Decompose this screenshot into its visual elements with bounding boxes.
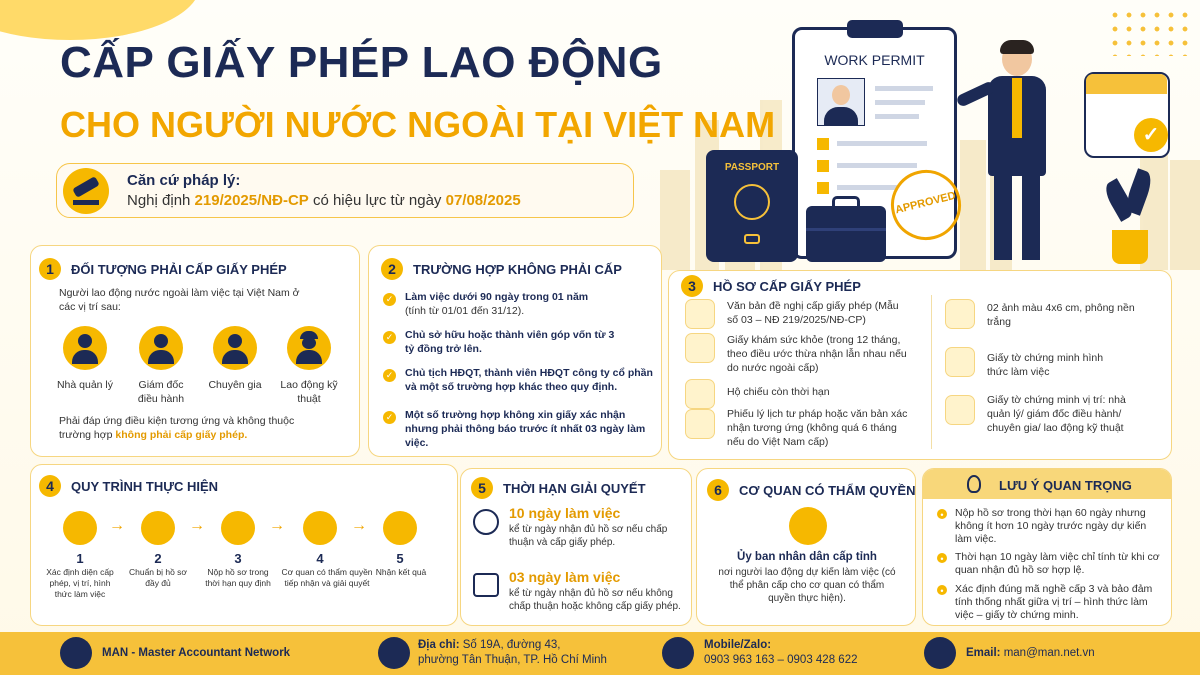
step-number: 3 xyxy=(234,551,242,566)
clock-icon xyxy=(473,509,499,535)
handshake-icon xyxy=(945,347,975,377)
section-1-intro: Người lao động nước ngoài làm việc tại Việt Nam ở các vị trí sau: xyxy=(59,287,300,313)
passport-icon xyxy=(685,379,715,409)
step-text: Chuẩn bị hồ sơ đầy đủ xyxy=(128,567,188,588)
section-title: HỒ SƠ CẤP GIẤY PHÉP xyxy=(713,279,861,294)
check-bullet-icon: ✓ xyxy=(383,411,396,424)
avatar-photo xyxy=(817,78,865,126)
section-1-card xyxy=(30,245,360,457)
government-building-icon xyxy=(303,511,337,545)
legal-label: Căn cứ pháp lý: xyxy=(127,172,241,189)
footer-address: Địa chỉ: Số 19A, đường 43, phường Tân Thuận, TP. Hồ Chí Minh xyxy=(418,639,607,666)
scales-icon xyxy=(685,409,715,439)
notes-title: LƯU Ý QUAN TRỌNG xyxy=(999,478,1132,493)
section-title: ĐỐI TƯỢNG PHẢI CẤP GIẤY PHÉP xyxy=(71,262,287,277)
bullet-icon: • xyxy=(937,509,947,519)
step-text: Nộp hồ sơ trong thời hạn quy định xyxy=(205,567,271,588)
passport-illustration: PASSPORT xyxy=(706,150,798,262)
step-number: 1 xyxy=(76,551,84,566)
deadline-approve-text: kể từ ngày nhận đủ hồ sơ nếu chấp thuận và cấp giấy phép. xyxy=(509,524,668,548)
step-text: Xác định diện cấp phép, vị trí, hình thức làm việc xyxy=(46,567,114,599)
footer-brand: MAN - Master Accountant Network xyxy=(102,647,291,659)
important-notes-card xyxy=(922,468,1172,626)
arrow-right-icon: → xyxy=(189,517,205,534)
exemption-item: Một số trường hợp không xin giấy xác nhận nhưng phải thông báo trước ít nhất 03 ngày làm việc. xyxy=(405,409,646,449)
government-building-icon xyxy=(789,507,827,545)
legal-basis-box xyxy=(56,163,634,218)
note-item: Nộp hồ sơ trong thời hạn 60 ngày nhưng không ít hơn 10 ngày trước ngày dự kiến làm việc. xyxy=(955,507,1147,545)
section-title: CƠ QUAN CÓ THẨM QUYỀN xyxy=(739,483,916,498)
deadline-reject-text: kể từ ngày nhận đủ hồ sơ nếu không chấp thuận hoặc không cấp giấy phép. xyxy=(509,588,681,612)
footer-email[interactable]: Email: man@man.net.vn xyxy=(966,647,1095,659)
role-label: Nhà quản lý xyxy=(56,379,114,391)
main-title: CẤP GIẤY PHÉP LAO ĐỘNG xyxy=(60,38,663,87)
dossier-item: Hộ chiếu còn thời hạn xyxy=(727,386,830,398)
gavel-icon xyxy=(63,168,109,214)
calendar-icon xyxy=(473,573,499,597)
authority-name: Ủy ban nhân dân cấp tỉnh xyxy=(737,551,877,563)
paper-plane-icon xyxy=(221,511,255,545)
role-label: Chuyên gia xyxy=(208,379,262,391)
section-number: 1 xyxy=(39,258,61,280)
check-circle-icon: ✓ xyxy=(1134,118,1168,152)
expert-icon xyxy=(213,326,257,370)
check-bullet-icon: ✓ xyxy=(383,331,396,344)
section-1-note: Phải đáp ứng điều kiện tương ứng và không thuộc trường hợp không phải cấp giấy phép. xyxy=(59,415,295,441)
corner-blob-top-left xyxy=(0,0,200,40)
section-5-card xyxy=(460,468,692,626)
exemption-item: Chủ tịch HĐQT, thành viên HĐQT công ty cổ phần và một số trường hợp khác theo quy định. xyxy=(405,367,653,393)
dot-grid-decoration xyxy=(1108,8,1188,56)
section-3-card xyxy=(668,270,1172,460)
location-pin-icon xyxy=(378,637,410,669)
role-label: Giám đốc điều hành xyxy=(137,379,185,405)
document-check-icon xyxy=(383,511,417,545)
dossier-item: Văn bản đề nghị cấp giấy phép (Mẫu số 03 – NĐ 219/2025/NĐ-CP) xyxy=(727,300,899,326)
section-number: 3 xyxy=(681,275,703,297)
technician-icon xyxy=(287,326,331,370)
photo-icon xyxy=(945,299,975,329)
globe-icon xyxy=(734,184,770,220)
dossier-item: 02 ảnh màu 4x6 cm, phông nền trắng xyxy=(987,302,1135,328)
section-number: 5 xyxy=(471,477,493,499)
deadline-approve-title: 10 ngày làm việc xyxy=(509,505,621,521)
step-number: 2 xyxy=(154,551,162,566)
plant-illustration xyxy=(1100,170,1160,265)
exemption-item: Chủ sở hữu hoặc thành viên góp vốn từ 3 tỷ đồng trở lên. xyxy=(405,329,615,355)
dossier-item: Giấy tờ chứng minh hình thức làm việc xyxy=(987,352,1104,378)
dossier-item: Phiếu lý lịch tư pháp hoặc văn bản xác nhận tương ứng (không quá 6 tháng nếu do Việt Nam cấp) xyxy=(727,408,908,448)
arrow-right-icon: → xyxy=(109,517,125,534)
bullet-icon: • xyxy=(937,585,947,595)
step-number: 5 xyxy=(396,551,404,566)
folder-icon xyxy=(141,511,175,545)
section-title: TRƯỜNG HỢP KHÔNG PHẢI CẤP xyxy=(413,262,622,277)
arrow-right-icon: → xyxy=(351,517,367,534)
section-title: THỜI HẠN GIẢI QUYẾT xyxy=(503,481,646,496)
check-bullet-icon: ✓ xyxy=(383,293,396,306)
checklist-icon xyxy=(63,511,97,545)
stethoscope-icon xyxy=(685,333,715,363)
bullet-icon: • xyxy=(937,553,947,563)
dossier-item: Giấy tờ chứng minh vị trí: nhà quản lý/ giám đốc điều hành/ chuyên gia/ lao động kỹ thuật xyxy=(987,394,1126,434)
note-item: Thời hạn 10 ngày làm việc chỉ tính từ khi cơ quan nhận đủ hồ sơ hợp lệ. xyxy=(955,551,1160,576)
permit-title: WORK PERMIT xyxy=(824,52,925,68)
role-label: Lao động kỹ thuật xyxy=(280,379,338,405)
step-number: 4 xyxy=(316,551,324,566)
section-6-card xyxy=(696,468,916,626)
businessman-illustration xyxy=(966,40,1076,265)
step-text: Cơ quan có thẩm quyền tiếp nhận và giải quyết xyxy=(281,567,373,588)
location-pin-icon xyxy=(60,637,92,669)
section-4-card xyxy=(30,464,458,626)
section-title: QUY TRÌNH THỰC HIỆN xyxy=(71,479,219,494)
authority-text: nơi người lao động dự kiến làm việc (có thể phân cấp cho cơ quan có thẩm quyền thực hiện). xyxy=(718,567,896,604)
check-bullet-icon: ✓ xyxy=(383,369,396,382)
approved-stamp: APPROVED xyxy=(884,163,969,248)
briefcase-illustration xyxy=(806,206,886,262)
legal-text: Nghị định 219/2025/NĐ-CP có hiệu lực từ ngày 07/08/2025 xyxy=(127,192,521,209)
document-icon xyxy=(685,299,715,329)
email-icon xyxy=(924,637,956,669)
footer-bar xyxy=(0,632,1200,675)
section-number: 6 xyxy=(707,479,729,501)
section-2-card xyxy=(368,245,662,457)
footer-phone: Mobile/Zalo: 0903 963 163 – 0903 428 622 xyxy=(704,639,858,666)
dossier-item: Giấy khám sức khỏe (trong 12 tháng, theo điều ước thừa nhận lẫn nhau nếu do nước ngoài cấp) xyxy=(727,334,907,374)
main-subtitle: CHO NGƯỜI NƯỚC NGOÀI TẠI VIỆT NAM xyxy=(60,104,776,145)
calendar-check-illustration xyxy=(1084,72,1170,158)
section-number: 4 xyxy=(39,475,61,497)
lightbulb-icon xyxy=(967,475,981,493)
briefcase-icon xyxy=(945,395,975,425)
phone-icon xyxy=(662,637,694,669)
step-text: Nhận kết quả xyxy=(375,567,427,577)
note-item: Xác định đúng mã nghề cấp 3 và bảo đảm tính thống nhất giữa vị trí – hình thức làm việc – giấy tờ chứng minh. xyxy=(955,583,1153,621)
exemption-item: Làm việc dưới 90 ngày trong 01 năm (tính từ 01/01 đến 31/12). xyxy=(405,291,589,317)
executive-icon xyxy=(139,326,183,370)
column-divider xyxy=(931,295,932,449)
arrow-right-icon: → xyxy=(269,517,285,534)
deadline-reject-title: 03 ngày làm việc xyxy=(509,569,621,585)
manager-icon xyxy=(63,326,107,370)
section-number: 2 xyxy=(381,258,403,280)
